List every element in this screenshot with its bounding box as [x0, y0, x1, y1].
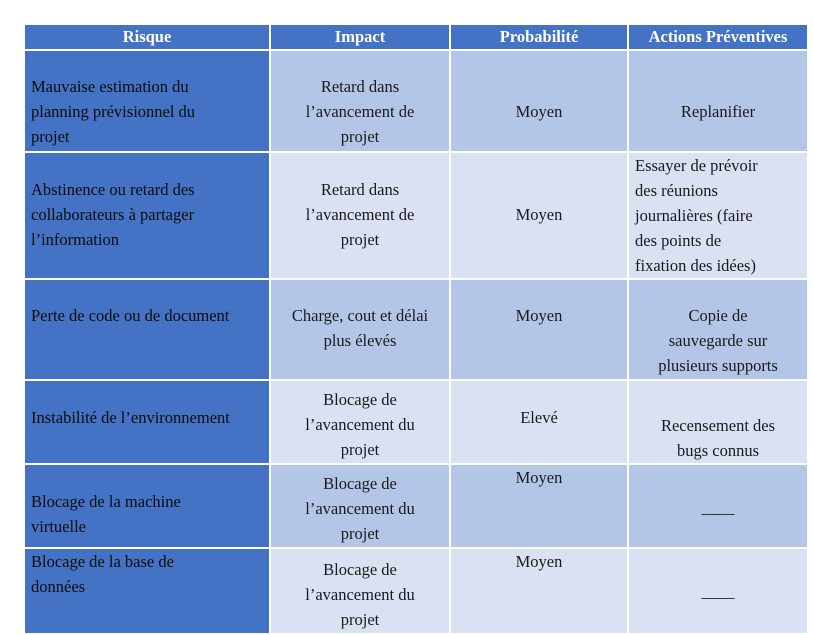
impact-text: Retard dans l’avancement de projet — [305, 180, 415, 249]
table-row — [25, 152, 807, 279]
risk-text: Mauvaise estimation du planning prévisionnel du projet — [31, 77, 196, 146]
probability-text: Moyen — [515, 552, 563, 571]
probability-cell — [450, 380, 628, 464]
risk-cell — [25, 464, 270, 548]
probability-text: Elevé — [520, 408, 558, 427]
impact-text: Retard dans l’avancement de projet — [305, 77, 415, 146]
risk-cell — [25, 380, 270, 464]
action-text: ____ — [701, 582, 735, 601]
action-text: ____ — [701, 498, 735, 517]
impact-cell — [270, 279, 450, 380]
impact-text: Charge, cout et délai plus élevés — [291, 306, 429, 350]
action-cell — [628, 548, 807, 634]
header-probability: Probabilité — [450, 25, 628, 50]
probability-cell — [450, 464, 628, 548]
risk-table — [25, 25, 807, 635]
action-cell — [628, 464, 807, 548]
risk-cell — [25, 279, 270, 380]
header-row — [25, 25, 807, 50]
impact-cell — [270, 464, 450, 548]
action-cell — [628, 50, 807, 152]
impact-cell — [270, 380, 450, 464]
table-row — [25, 279, 807, 380]
impact-cell — [270, 50, 450, 152]
probability-text: Moyen — [515, 306, 563, 325]
table-row — [25, 380, 807, 464]
action-cell — [628, 152, 807, 279]
table-row — [25, 50, 807, 152]
header-impact: Impact — [270, 25, 450, 50]
action-cell — [628, 380, 807, 464]
impact-cell — [270, 152, 450, 279]
probability-cell — [450, 152, 628, 279]
risk-text: Perte de code ou de document — [31, 306, 230, 325]
impact-text: Blocage de l’avancement du projet — [305, 390, 415, 459]
probability-text: Moyen — [515, 102, 563, 121]
risk-text: Blocage de la machine virtuelle — [31, 492, 181, 536]
action-text: Recensement des bugs connus — [660, 416, 776, 460]
risk-text: Instabilité de l’environnement — [31, 408, 230, 427]
probability-cell — [450, 548, 628, 634]
action-cell — [628, 279, 807, 380]
impact-cell — [270, 548, 450, 634]
risk-text: Abstinence ou retard des collaborateurs à partager l’information — [31, 180, 195, 249]
action-text: Replanifier — [680, 102, 756, 121]
probability-text: Moyen — [515, 468, 563, 487]
probability-cell — [450, 50, 628, 152]
probability-cell — [450, 279, 628, 380]
probability-text: Moyen — [515, 205, 563, 224]
risk-cell — [25, 50, 270, 152]
risk-cell — [25, 152, 270, 279]
impact-text: Blocage de l’avancement du projet — [305, 474, 415, 543]
table-row — [25, 464, 807, 548]
header-risk: Risque — [25, 25, 270, 50]
table-row — [25, 548, 807, 634]
impact-text: Blocage de l’avancement du projet — [305, 560, 415, 629]
action-text: Copie de sauvegarde sur plusieurs supports — [658, 306, 778, 375]
risk-text: Blocage de la base de données — [31, 552, 174, 596]
action-text: Essayer de prévoir des réunions journalières (faire des points de fixation des idées) — [635, 156, 758, 275]
risk-cell — [25, 548, 270, 634]
header-actions: Actions Préventives — [628, 25, 807, 50]
